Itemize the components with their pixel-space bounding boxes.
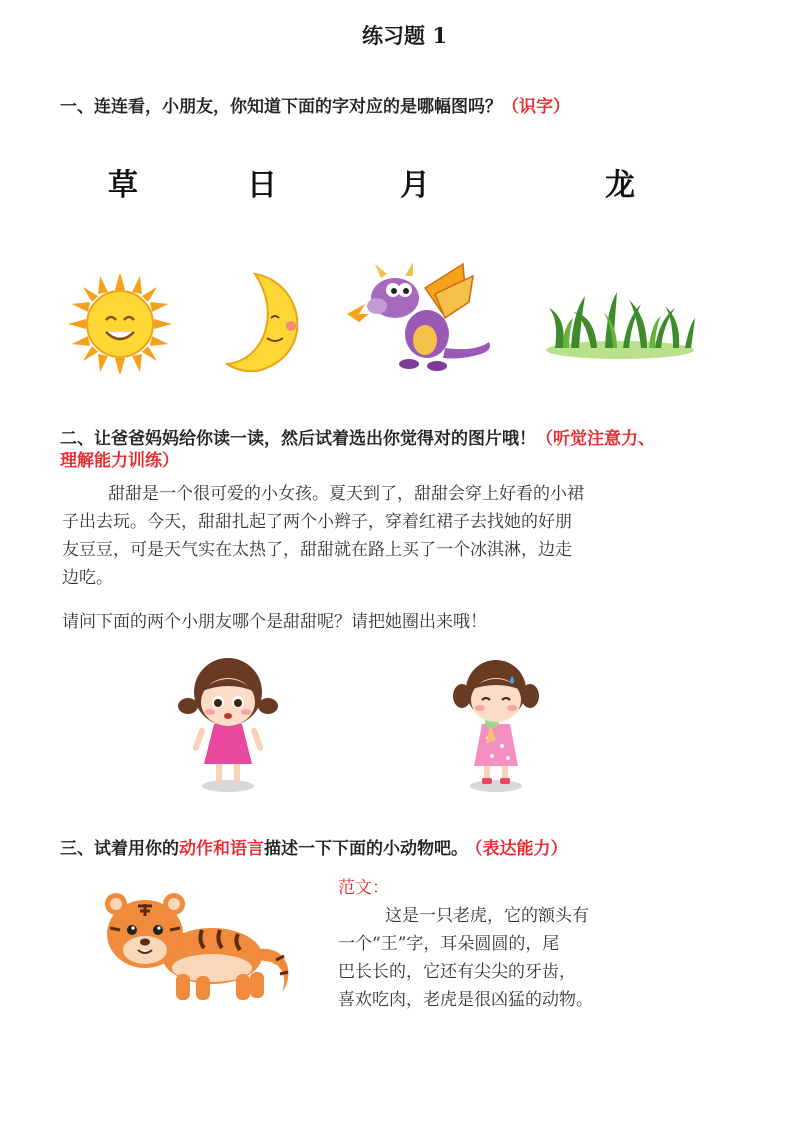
section2-heading-text: 二、让爸爸妈妈给你读一读，然后试着选出你觉得对的图片哦！ <box>60 429 536 449</box>
char-yue[interactable]: 月 <box>400 168 430 203</box>
sample-line: 巴长长的，它还有尖尖的牙齿， <box>338 962 576 982</box>
section3-heading-red: 动作和语言 <box>179 839 264 859</box>
girl-2-picture[interactable] <box>446 652 546 794</box>
char-long[interactable]: 龙 <box>605 168 635 203</box>
section1-tag: （识字） <box>502 97 570 117</box>
grass-picture[interactable] <box>545 282 695 360</box>
sun-picture[interactable] <box>68 272 172 376</box>
question-text: 请问下面的两个小朋友哪个是甜甜呢？请把她圈出来哦！ <box>62 612 487 632</box>
section1-heading-text: 一、连连看，小朋友，你知道下面的字对应的是哪幅图吗？ <box>60 97 502 117</box>
char-cao[interactable]: 草 <box>108 168 138 203</box>
page-title: 练习题 1 <box>362 23 447 48</box>
story-line: 友豆豆，可是天气实在太热了，甜甜就在路上买了一个冰淇淋，边走 <box>62 540 572 560</box>
story-line: 甜甜是一个很可爱的小女孩。夏天到了，甜甜会穿上好看的小裙 <box>108 484 584 504</box>
story-paragraph <box>62 480 722 592</box>
moon-picture[interactable] <box>225 272 309 372</box>
sample-line: 一个“王”字，耳朵圆圆的，尾 <box>338 934 560 954</box>
sample-line: 喜欢吃肉，老虎是很凶猛的动物。 <box>338 990 593 1010</box>
story-line: 边吃。 <box>62 568 113 588</box>
section2-tag-line1: （听觉注意力、 <box>536 429 655 449</box>
girl-1-picture[interactable] <box>178 652 278 794</box>
sample-line: 这是一只老虎，它的额头有 <box>385 906 589 926</box>
section2-tag-cont <box>60 446 179 471</box>
section2-tag-line2: 理解能力训练） <box>60 451 179 471</box>
char-ri[interactable]: 日 <box>247 168 277 203</box>
dragon-picture[interactable] <box>345 258 505 376</box>
section3-tag: （表达能力） <box>474 839 568 859</box>
section3-heading <box>60 834 568 859</box>
sample-label: 范文： <box>338 878 389 898</box>
section3-heading-suffix: 描述一下下面的小动物吧。 <box>264 839 468 859</box>
section1-heading <box>60 92 570 117</box>
tiger-picture[interactable] <box>102 890 292 1006</box>
section3-heading-prefix: 三、试着用你的 <box>60 839 179 859</box>
story-line: 子出去玩。今天，甜甜扎起了两个小辫子，穿着红裙子去找她的好朋 <box>62 512 572 532</box>
